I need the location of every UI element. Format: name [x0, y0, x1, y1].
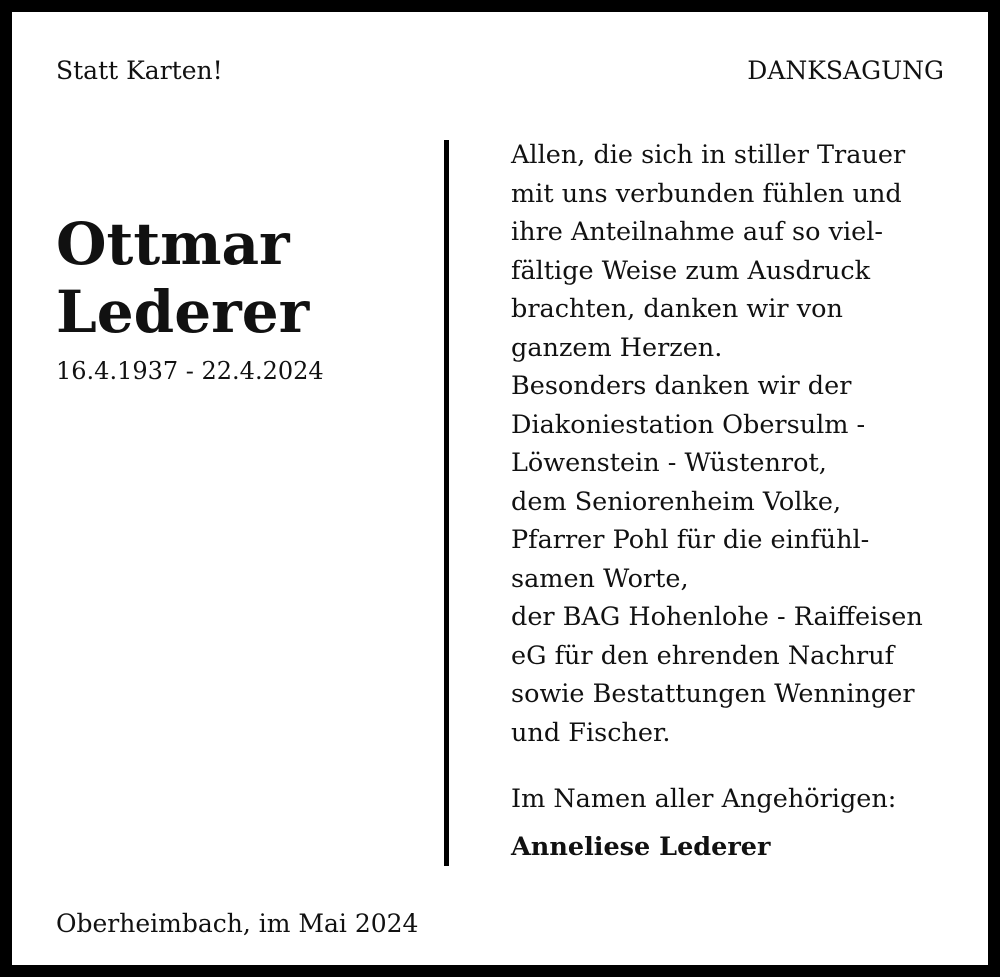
vertical-divider — [444, 140, 449, 866]
message-line: ihre Anteilnahme auf so viel- — [511, 217, 884, 247]
message-line: sowie Bestattungen Wenninger — [511, 679, 915, 709]
place-and-date: Oberheimbach, im Mai 2024 — [56, 909, 419, 938]
life-dates: 16.4.1937 - 22.4.2024 — [56, 357, 324, 385]
message-line: fältige Weise zum Ausdruck — [511, 255, 871, 286]
message-line: eG für den ehrenden Nachruf — [511, 640, 895, 671]
message-line: und Fischer. — [511, 717, 671, 748]
message-line: Pfarrer Pohl für die einfühl- — [511, 525, 870, 555]
message-line: dem Seniorenheim Volke, — [511, 486, 842, 517]
message-line: der BAG Hohenlohe - Raiffeisen — [511, 602, 923, 632]
message-line: Allen, die sich in stiller Trauer — [511, 140, 906, 170]
header-statt-karten: Statt Karten! — [56, 56, 223, 85]
message-line: mit uns verbunden fühlen und — [511, 178, 902, 209]
message-line: brachten, danken wir von — [511, 294, 843, 324]
message-line: ganzem Herzen. — [511, 332, 723, 363]
thank-you-message — [511, 136, 981, 752]
header-danksagung: DANKSAGUNG — [747, 56, 944, 85]
message-line: samen Worte, — [511, 563, 689, 594]
closing-line: Im Namen aller Angehörigen: — [511, 784, 897, 814]
signature: Anneliese Lederer — [511, 832, 771, 862]
deceased-first-name: Ottmar — [56, 210, 290, 278]
message-line: Besonders danken wir der — [511, 371, 852, 401]
deceased-name — [56, 210, 309, 346]
message-line: Diakoniestation Obersulm - — [511, 409, 866, 440]
deceased-last-name: Lederer — [56, 278, 310, 346]
message-line: Löwenstein - Wüstenrot, — [511, 448, 827, 478]
